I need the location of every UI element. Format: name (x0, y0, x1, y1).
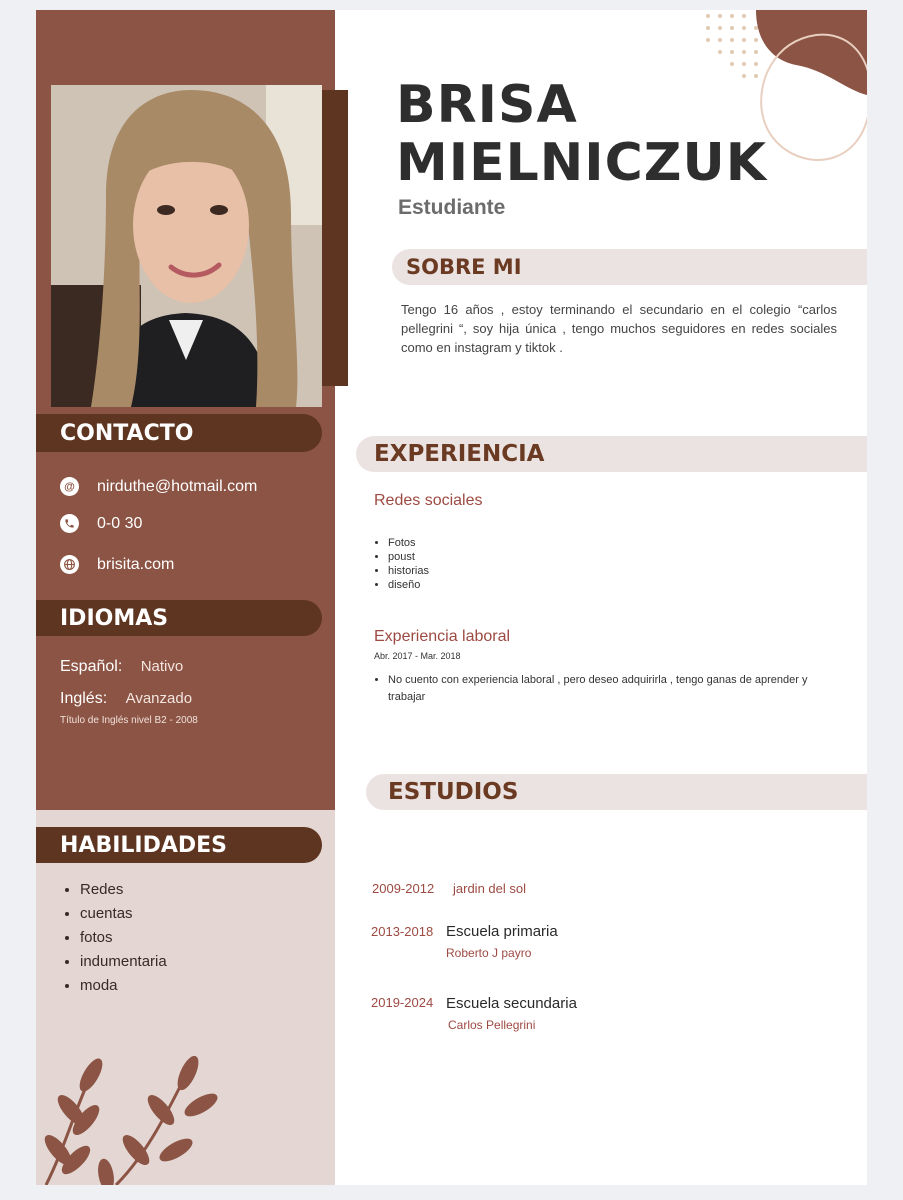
studies-header (366, 774, 867, 810)
contact-header-label: CONTACTO (60, 420, 194, 446)
language-spanish (60, 658, 183, 676)
at-icon: @ (60, 477, 79, 496)
study-title: Escuela secundaria (446, 995, 577, 1012)
language-level: Avanzado (125, 690, 193, 707)
studies-header-label: ESTUDIOS (388, 779, 519, 805)
language-name: Inglés: (60, 690, 108, 707)
work-dates: Abr. 2017 - Mar. 2018 (374, 651, 461, 661)
skill-item: • moda (80, 974, 167, 998)
study-years: 2009-2012 (372, 881, 435, 896)
skills-header-label: HABILIDADES (60, 832, 228, 858)
about-header-label: SOBRE MI (406, 255, 522, 279)
contact-website[interactable] (60, 555, 174, 574)
about-text: Tengo 16 años , estoy terminando el secundario en el colegio “carlos pellegrini “, soy hija única , tengo muchos seguidores en redes sociales como en instagram y tiktok . (401, 302, 837, 355)
skill-item: • cuentas (80, 902, 167, 926)
social-item: • poust (388, 551, 429, 563)
contact-header (36, 414, 322, 452)
experience-header-label: EXPERIENCIA (374, 441, 545, 467)
globe-icon (60, 555, 79, 574)
skills-list (60, 878, 167, 998)
work-subheader: Experiencia laboral (374, 628, 511, 645)
skill-item: • Redes (80, 878, 167, 902)
language-english (60, 690, 192, 708)
portrait-illustration (51, 85, 322, 407)
name-line-1: BRISA (396, 75, 578, 135)
person-role: Estudiante (398, 196, 506, 219)
social-list (374, 537, 429, 593)
study-title: Escuela primaria (446, 923, 558, 940)
contact-website-text: brisita.com (97, 555, 175, 573)
phone-icon (60, 514, 79, 533)
social-item: • historias (388, 565, 429, 577)
person-name (396, 76, 767, 192)
social-item: • diseño (388, 579, 429, 591)
study-institution: Carlos Pellegrini (448, 1018, 536, 1032)
language-name: Español: (60, 658, 123, 675)
contact-email[interactable] (60, 477, 257, 496)
language-note: Título de Inglés nivel B2 - 2008 (60, 715, 198, 726)
contact-phone[interactable] (60, 514, 142, 533)
leaf-decoration (36, 1045, 236, 1185)
language-level: Nativo (140, 658, 184, 675)
study-years: 2019-2024 (371, 995, 434, 1010)
skill-item: • fotos (80, 926, 167, 950)
work-list (374, 672, 808, 708)
skill-item: • indumentaria (80, 950, 167, 974)
skills-header (36, 827, 322, 863)
about-header (392, 249, 867, 285)
social-subheader: Redes sociales (374, 492, 483, 509)
contact-email-text: nirduthe@hotmail.com (97, 477, 258, 495)
profile-photo (51, 85, 322, 407)
languages-header-label: IDIOMAS (60, 605, 169, 631)
work-item: • No cuento con experiencia laboral , pero deseo adquirirla , tengo ganas de aprender y trabajar (388, 672, 808, 706)
experience-header (356, 436, 867, 472)
name-line-2: MIELNICZUK (396, 133, 768, 193)
resume-page (36, 10, 867, 1185)
contact-phone-text: 0-0 30 (97, 514, 143, 532)
social-item: • Fotos (388, 537, 429, 549)
languages-header (36, 600, 322, 636)
study-title: jardin del sol (453, 881, 526, 896)
study-institution: Roberto J payro (446, 946, 532, 960)
study-years: 2013-2018 (371, 924, 434, 939)
